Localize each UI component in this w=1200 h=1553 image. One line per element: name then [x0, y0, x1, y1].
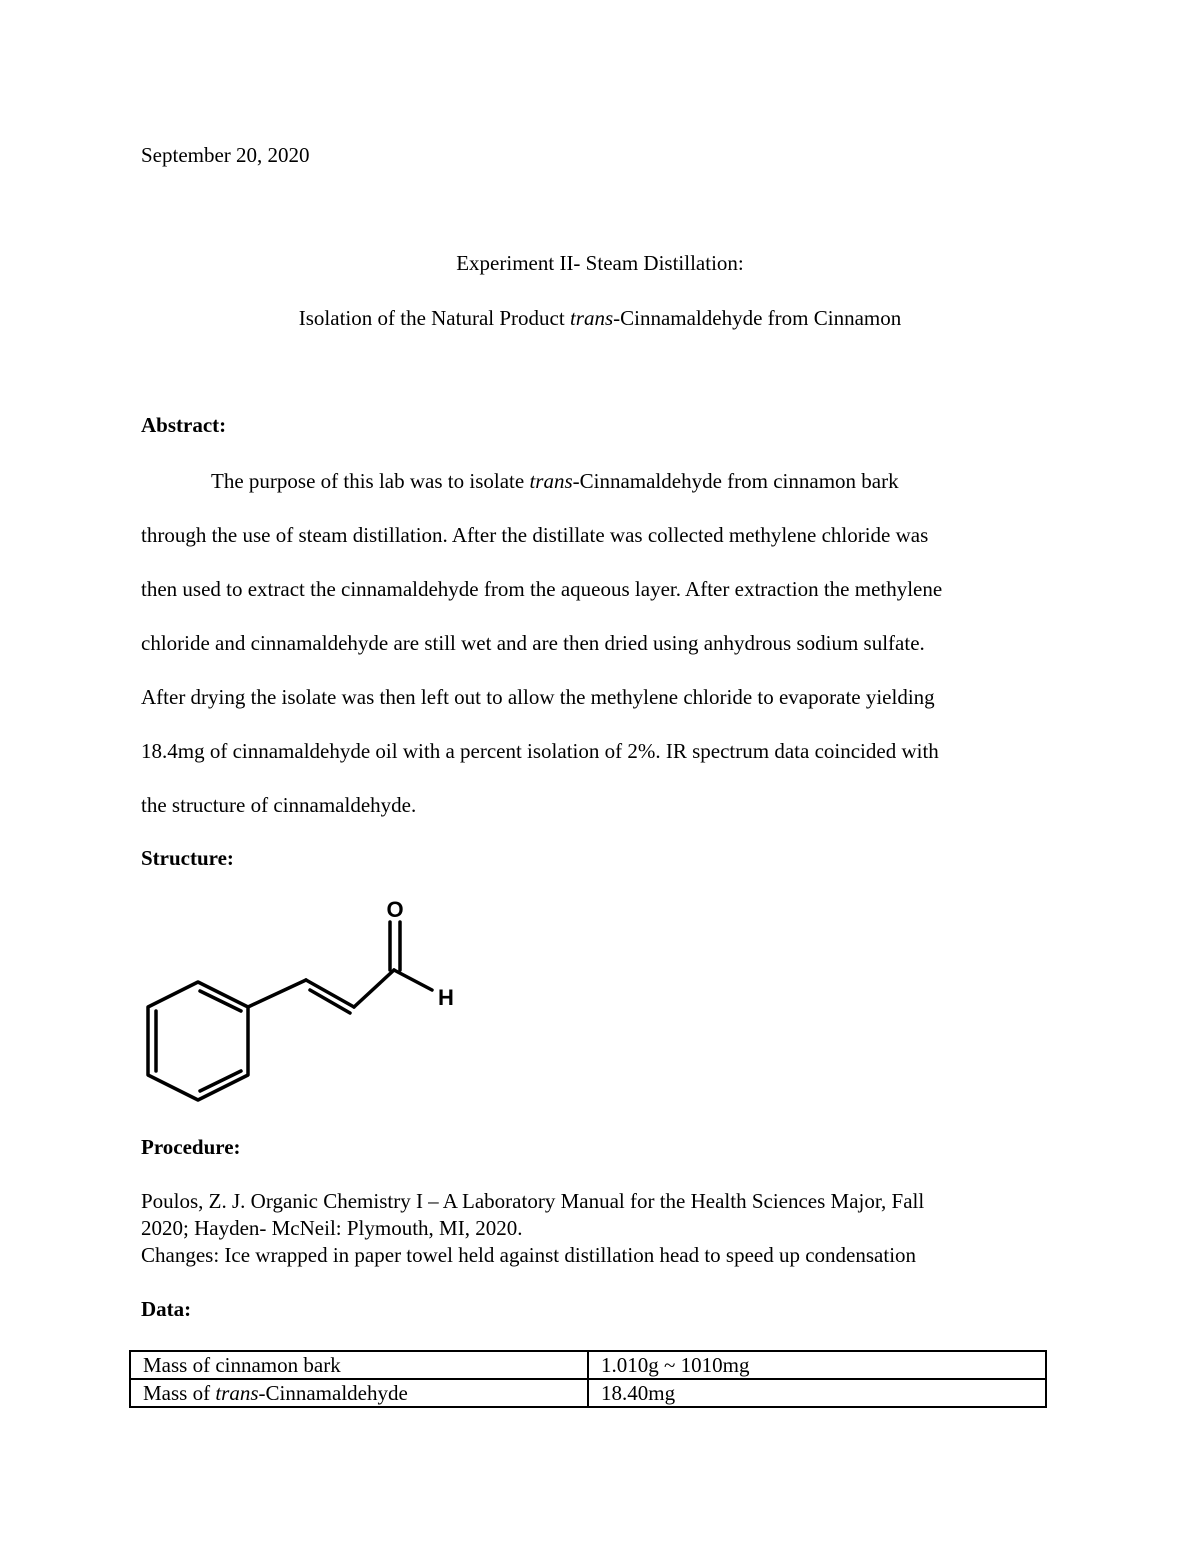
cinnamaldehyde-structure [130, 890, 470, 1115]
row2-label-end: -Cinnamaldehyde [258, 1381, 408, 1405]
abstract-line-4: chloride and cinnamaldehyde are still wet and are then dried using anhydrous sodium sulfate. [141, 631, 925, 655]
hydrogen-atom-label: H [438, 985, 454, 1010]
experiment-subtitle [0, 306, 1200, 331]
procedure-heading: Procedure: [141, 1135, 241, 1159]
structure-heading: Structure: [141, 846, 234, 870]
chain-bond-1 [248, 980, 306, 1007]
document-date: September 20, 2020 [141, 143, 310, 167]
table-cell-value: 1.010g ~ 1010mg [588, 1351, 1046, 1379]
reference-line-2: 2020; Hayden- McNeil: Plymouth, MI, 2020. [141, 1216, 523, 1240]
reference-line-1: Poulos, Z. J. Organic Chemistry I – A Laboratory Manual for the Health Sciences Major, Fall [141, 1189, 925, 1213]
abstract-italic-trans: trans [529, 469, 573, 493]
data-heading: Data: [141, 1297, 192, 1321]
abstract-line-1-start: The purpose of this lab was to isolate [211, 469, 530, 493]
chain-bond-3 [354, 970, 394, 1007]
abstract-body [141, 467, 1061, 845]
aldehyde-h-bond [394, 970, 432, 990]
oxygen-atom-label: O [386, 897, 404, 922]
procedure-changes: Changes: Ice wrapped in paper towel held against distillation head to speed up condensation [141, 1243, 917, 1267]
experiment-title: Experiment II- Steam Distillation: [456, 251, 744, 275]
table-row [130, 1351, 1046, 1379]
row2-label-italic: trans [215, 1381, 259, 1405]
abstract-line-3: then used to extract the cinnamaldehyde from the aqueous layer. After extraction the methylene [141, 577, 943, 601]
procedure-reference [141, 1188, 1061, 1269]
abstract-line-5: After drying the isolate was then left out to allow the methylene chloride to evaporate yielding [141, 685, 935, 709]
table-row [130, 1379, 1046, 1407]
abstract-heading: Abstract: [141, 413, 227, 437]
subtitle-italic-trans: trans [569, 306, 614, 330]
table-cell-label: Mass of cinnamon bark [130, 1351, 588, 1379]
table-cell-value: 18.40mg [588, 1379, 1046, 1407]
abstract-line-6: 18.4mg of cinnamaldehyde oil with a percent isolation of 2%. IR spectrum data coincided with [141, 739, 939, 763]
subtitle-text-start: Isolation of the Natural Product [298, 306, 570, 330]
subtitle-text-end: -Cinnamaldehyde from Cinnamon [613, 306, 902, 330]
row2-label-start: Mass of [143, 1381, 216, 1405]
data-table [129, 1350, 1047, 1408]
abstract-line-1-end: -Cinnamaldehyde from cinnamon bark [572, 469, 899, 493]
abstract-line-2: through the use of steam distillation. After the distillate was collected methylene chloride was [141, 523, 929, 547]
abstract-line-7: the structure of cinnamaldehyde. [141, 793, 417, 817]
table-cell-label [130, 1379, 588, 1407]
abstract-line-1 [141, 467, 1061, 521]
benzene-ring [148, 982, 248, 1100]
